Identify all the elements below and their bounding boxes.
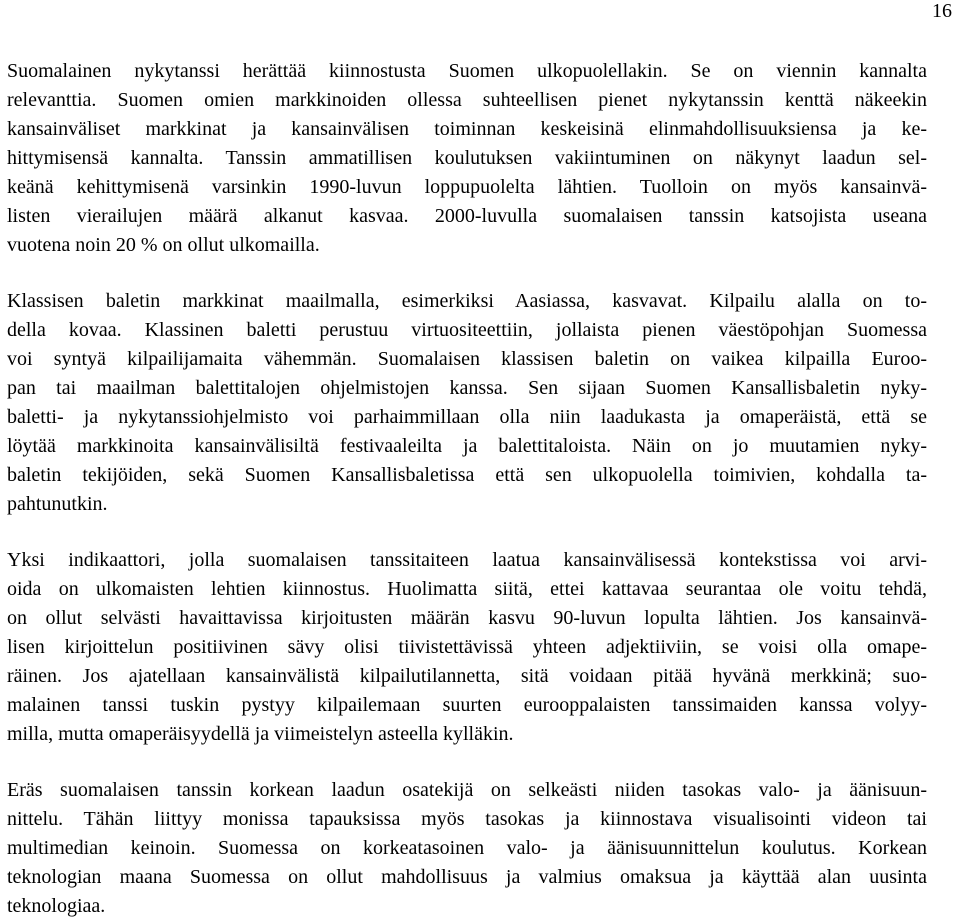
text-line: Yksi indikaattori, jolla suomalaisen tanssitaiteen laatua kansainvälisessä kontekstissa voi arvi- [7, 549, 927, 571]
text-line: Klassisen baletin markkinat maailmalla, esimerkiksi Aasiassa, kasvavat. Kilpailu alalla on to- [7, 290, 927, 312]
text-line: multimedian keinoin. Suomessa on korkeatasoinen valo- ja äänisuunnittelun koulutus. Korkean [7, 837, 927, 859]
page-number: 16 [932, 0, 952, 22]
paragraph-1 [7, 57, 927, 260]
text-line: relevanttia. Suomen omien markkinoiden ollessa suhteellisen pienet nykytanssin kenttä näkeekin [7, 89, 927, 111]
text-line: Eräs suomalaisen tanssin korkean laadun osatekijä on selkeästi niiden tasokas valo- ja äänisuun- [7, 779, 927, 801]
text-line: kansainväliset markkinat ja kansainvälisen toiminnan keskeisinä elinmahdollisuuksiensa ja ke- [7, 118, 927, 140]
text-line: milla, mutta omaperäisyydellä ja viimeistelyn asteella kylläkin. [7, 723, 514, 745]
text-line: nittelu. Tähän liittyy monissa tapauksissa myös tasokas ja kiinnostava visualisointi videon tai [7, 808, 927, 830]
text-line: pahtunutkin. [7, 493, 108, 515]
text-line: baletin tekijöiden, sekä Suomen Kansallisbaletissa että sen ulkopuolella toimivien, kohdalla ta- [7, 464, 927, 486]
paragraph-2 [7, 287, 927, 519]
text-line: hittymisensä kannalta. Tanssin ammatillisen koulutuksen vakiintuminen on näkynyt laadun sel- [7, 147, 927, 169]
text-line: Suomalainen nykytanssi herättää kiinnostusta Suomen ulkopuolellakin. Se on viennin kannalta [7, 60, 927, 82]
text-line: lisen kirjoittelun positiivinen sävy olisi tiivistettävissä yhteen adjektiiviin, se voisi olla omape- [7, 636, 927, 658]
paragraph-4 [7, 776, 927, 921]
paragraph-3 [7, 546, 927, 749]
text-line: teknologiaa. [7, 895, 106, 917]
text-line: teknologian maana Suomessa on ollut mahdollisuus ja valmius omaksua ja käyttää alan uusinta [7, 866, 927, 888]
text-line: della kovaa. Klassinen baletti perustuu virtuositeettiin, jollaista pienen väestöpohjan Suomessa [7, 319, 927, 341]
text-line: oida on ulkomaisten lehtien kiinnostus. Huolimatta siitä, ettei kattavaa seurantaa ole voitu tehdä, [7, 578, 927, 600]
text-line: pan tai maailman balettitalojen ohjelmistojen kanssa. Sen sijaan Suomen Kansallisbaletin nyky- [7, 377, 927, 399]
text-line: baletti- ja nykytanssiohjelmisto voi parhaimmillaan olla niin laadukasta ja omaperäistä, että se [7, 406, 927, 428]
text-line: löytää markkinoita kansainvälisiltä festivaaleilta ja balettitaloista. Näin on jo muutamien nyky- [7, 435, 927, 457]
text-line: keänä kehittymisenä varsinkin 1990-luvun loppupuolelta lähtien. Tuolloin on myös kansainvä- [7, 176, 927, 198]
text-line: voi syntyä kilpailijamaita vähemmän. Suomalaisen klassisen baletin on vaikea kilpailla Euroo- [7, 348, 927, 370]
text-line: räinen. Jos ajatellaan kansainvälistä kilpailutilannetta, sitä voidaan pitää hyvänä merkkinä; suo- [7, 665, 927, 687]
text-line: vuotena noin 20 % on ollut ulkomailla. [7, 234, 320, 256]
text-line: malainen tanssi tuskin pystyy kilpailemaan suurten eurooppalaisten tanssimaiden kanssa volyy- [7, 694, 927, 716]
text-line: on ollut selvästi havaittavissa kirjoitusten määrän kasvu 90-luvun lopulta lähtien. Jos kansainvä- [7, 607, 927, 629]
text-line: listen vierailujen määrä alkanut kasvaa. 2000-luvulla suomalaisen tanssin katsojista useana [7, 205, 927, 227]
document-body [7, 57, 927, 921]
